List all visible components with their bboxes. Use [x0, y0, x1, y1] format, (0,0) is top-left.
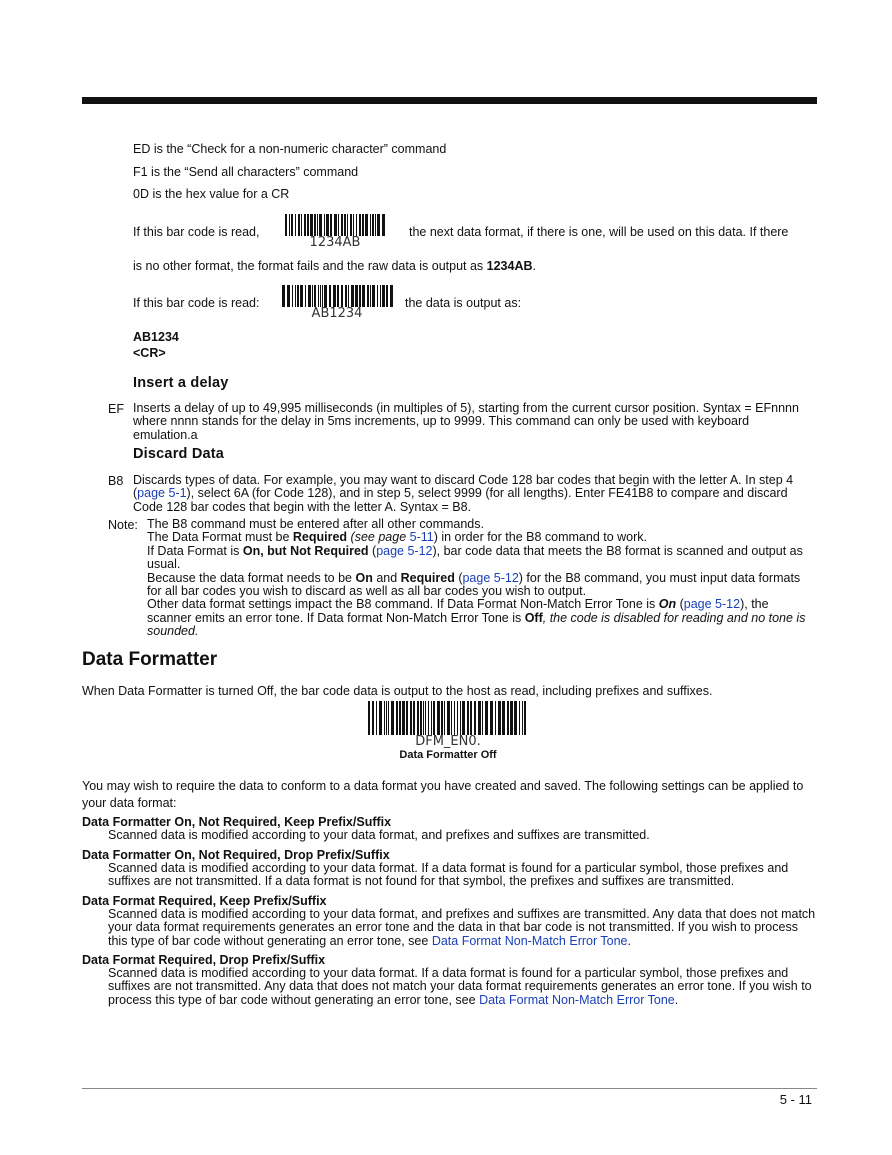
- insert-delay-heading: Insert a delay: [133, 375, 229, 391]
- note-label: Note:: [108, 518, 138, 532]
- note-body: [147, 518, 815, 639]
- discard-text: [133, 474, 815, 514]
- def-desc-4-text: Scanned data is modified according to your data format. If a data format is found for a particular symbol, those prefixes and suffixes are not transmitted. Any data that does not match your data format requirements generates an error tone. If you wish to process this type of bar code without generating an error tone, see: [108, 966, 812, 1007]
- output-ab1234: AB1234: [133, 330, 179, 344]
- data-formatter-p2: You may wish to require the data to conform to a data format you have created and saved. The following settings can be applied to your data format:: [82, 779, 804, 810]
- def-desc-3: [108, 908, 816, 948]
- note-2b: Required: [292, 530, 348, 545]
- def-term-1: Data Formatter On, Not Required, Keep Prefix/Suffix: [82, 815, 392, 829]
- ed-line: ED is the “Check for a non-numeric character” command: [133, 142, 447, 156]
- note-5e: Off: [524, 610, 543, 625]
- example1-line2-end: .: [532, 259, 537, 273]
- header-rule: [82, 97, 817, 104]
- note-line-1: The B8 command must be entered after all other commands.: [147, 517, 484, 531]
- barcode-ab1234-text: AB1234: [311, 306, 363, 321]
- def-term-4: Data Format Required, Drop Prefix/Suffix: [82, 953, 326, 967]
- discard-code: B8: [108, 474, 124, 488]
- note-4-link[interactable]: page 5-12: [462, 570, 519, 585]
- def-term-2: Data Formatter On, Not Required, Drop Prefix/Suffix: [82, 848, 390, 862]
- note-5c: (: [676, 597, 684, 612]
- note-3c: (: [368, 543, 377, 558]
- note-5-link[interactable]: page 5-12: [683, 597, 741, 612]
- note-4b: On: [355, 570, 373, 585]
- barcode-ab1234-bars: [281, 285, 393, 307]
- note-3-link[interactable]: page 5-12: [376, 543, 433, 558]
- note-2c: (see page: [347, 530, 410, 545]
- def-desc-3-link[interactable]: Data Format Non-Match Error Tone: [431, 933, 628, 948]
- def-desc-3-end: .: [627, 933, 631, 948]
- note-line-3: [147, 545, 815, 572]
- example1-line2: [133, 259, 536, 274]
- note-5f: , the code is disabled for reading and no tone is sounded.: [147, 610, 806, 639]
- example1-line2-text: is no other format, the format fails and the raw data is output as: [133, 259, 487, 273]
- note-line-2: [147, 531, 815, 544]
- example1-post: the next data format, if there is one, will be used on this data. If there: [409, 225, 789, 239]
- barcode-dfm-en0-text: DFM_EN0.: [415, 734, 481, 749]
- note-3b: On, but Not Required: [242, 543, 369, 558]
- def-desc-3-text: Scanned data is modified according to your data format, and prefixes and suffixes are transmitted. Any data that does not match your data format requirements generates an error tone and the data in that bar code is not transmitted. If you wish to process this type of bar code without generating an error tone, see: [108, 907, 816, 948]
- data-formatter-intro: When Data Formatter is turned Off, the bar code data is output to the host as read, including prefixes and suffixes.: [82, 684, 713, 698]
- def-desc-2: Scanned data is modified according to your data format. If a data format is found for a particular symbol, those prefixes and suffixes are not transmitted. If a data format is not found for that symbol, the prefixes and suffixes are transmitted.: [108, 861, 789, 889]
- data-formatter-heading: Data Formatter: [82, 649, 218, 670]
- note-2-link[interactable]: 5-11: [409, 530, 434, 545]
- f1-line: F1 is the “Send all characters” command: [133, 165, 359, 179]
- def-desc-1: Scanned data is modified according to your data format, and prefixes and suffixes are transmitted.: [108, 828, 650, 842]
- barcode-1234ab-bars: [284, 214, 386, 236]
- barcode-ab1234: [279, 285, 395, 321]
- insert-delay-text: Inserts a delay of up to 49,995 milliseconds (in multiples of 5), starting from the current cursor position. Syntax = EFnnnn where nnnn stands for the delay in 5ms increments, up to 9999. This command can only be used with keyboard emulation.a: [133, 401, 799, 442]
- discard-text-2: ), select 6A (for Code 128), and in step 5, select 9999 (for all lengths). Enter FE41B8 to compare and discard Code 128 bar codes that begin with the letter A. Syntax = B8.: [133, 486, 788, 514]
- example1-pre: If this bar code is read,: [133, 225, 260, 239]
- insert-delay-code: EF: [108, 402, 124, 416]
- barcode-dfm-en0-caption: Data Formatter Off: [399, 749, 497, 761]
- note-4c: and: [372, 570, 401, 585]
- def-term-3: Data Format Required, Keep Prefix/Suffix: [82, 894, 327, 908]
- page-number: 5 - 11: [779, 1092, 812, 1107]
- def-desc-4-end: .: [674, 992, 679, 1007]
- barcode-dfm-en0: [365, 701, 531, 762]
- note-3a: If Data Format is: [147, 543, 243, 558]
- discard-page-link[interactable]: page 5-1: [137, 486, 187, 501]
- barcode-1234ab-text: 1234AB: [309, 235, 361, 250]
- discard-heading: Discard Data: [133, 446, 225, 462]
- note-5a: Other data format settings impact the B8 command. If Data Format Non-Match Error Tone is: [147, 597, 659, 612]
- footer-rule: [82, 1088, 817, 1089]
- od-line: 0D is the hex value for a CR: [133, 187, 290, 201]
- note-5d: ), the scanner emits an error tone. If Data format Non-Match Error Tone is: [147, 597, 769, 625]
- def-desc-4: [108, 967, 816, 1007]
- note-4d: Required: [400, 570, 455, 585]
- def-desc-4-link[interactable]: Data Format Non-Match Error Tone: [479, 992, 675, 1007]
- note-line-5: [147, 598, 815, 638]
- discard-text-1: Discards types of data. For example, you may want to discard Code 128 bar codes that begin with the letter A. In step 4 (: [133, 473, 794, 501]
- note-3d: ), bar code data that meets the B8 format is scanned and output as usual.: [147, 543, 803, 572]
- note-2a: The Data Format must be: [147, 530, 293, 545]
- example2-post: the data is output as:: [405, 296, 522, 310]
- note-4f: ) for the B8 command, you must input data formats for all bar codes you wish to discard as well as all bar codes you wish to output.: [147, 570, 801, 599]
- barcode-1234ab: [282, 214, 388, 250]
- output-cr: <CR>: [133, 346, 166, 360]
- note-4e: (: [454, 570, 463, 585]
- note-line-4: [147, 572, 815, 599]
- barcode-dfm-en0-bars: [367, 701, 529, 735]
- example1-line2-bold: 1234AB: [486, 259, 533, 273]
- note-4a: Because the data format needs to be: [147, 570, 356, 585]
- example2-pre: If this bar code is read:: [133, 296, 260, 310]
- note-2d: ) in order for the B8 command to work.: [433, 530, 647, 545]
- note-5b: On: [658, 597, 677, 612]
